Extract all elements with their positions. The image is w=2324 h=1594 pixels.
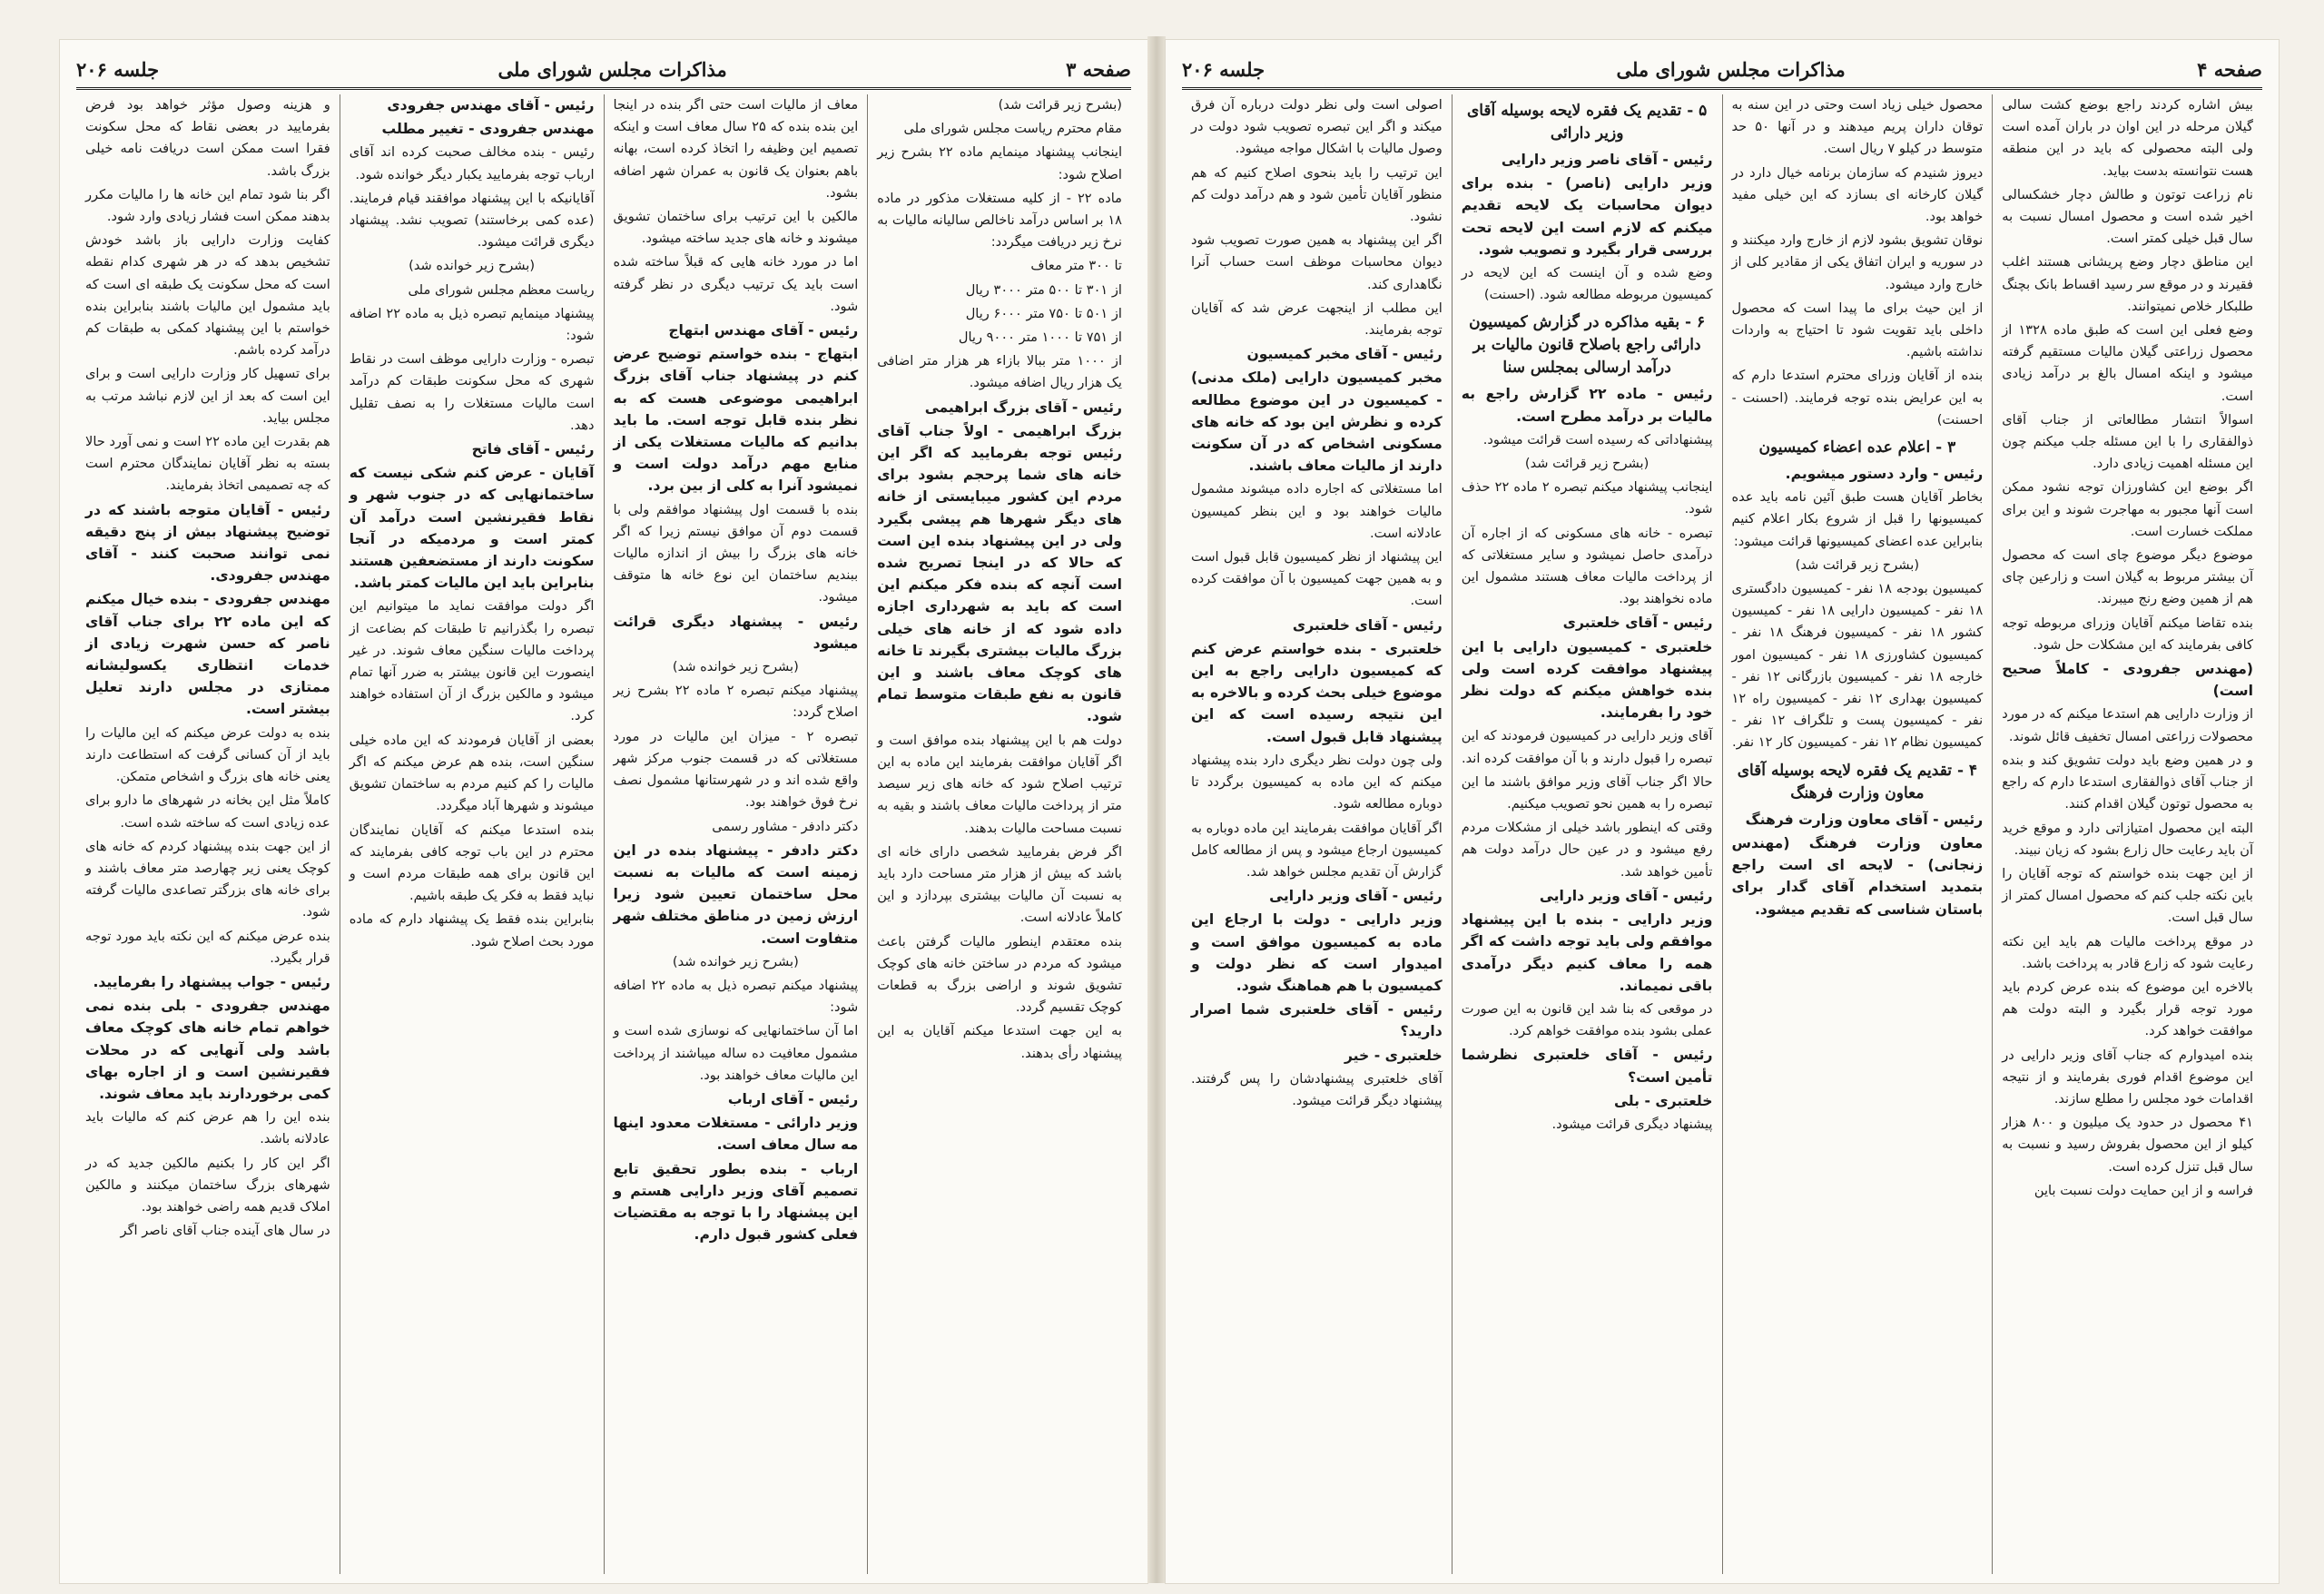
body-paragraph: از این حیث برای ما پیدا است که محصول داخلی باید تقویت شود تا احتیاج به واردات نداشته باشیم.	[1731, 300, 1984, 360]
procedural-note: (بشرح زیر خوانده شد)	[409, 258, 536, 274]
speaker-paragraph: رئیس - آقای بزرگ ابراهیمی	[924, 398, 1122, 416]
body-paragraph: مالکین با این ترتیب برای ساختمان تشویق میشوند و خانه های جدید ساخته میشود.	[613, 209, 859, 247]
speaker-paragraph: دکتر دادفر - پیشنهاد بنده در این زمینه است که مالیات به نسبت محل ساختمان تعیین شود زیرا ارزش زمین در مناطق مختلف شهر متفاوت است.	[613, 841, 859, 947]
body-paragraph: اما آن ساختمانهایی که نوسازی شده است و مشمول معافیت ده ساله میباشند از پرداخت این مالیات معاف خواهند بود.	[613, 1023, 859, 1083]
section-heading: ۳ - اعلام عده اعضاء کمیسیون	[1758, 438, 1956, 458]
body-paragraph: بالاخره این موضوع که بنده عرض کردم باید مورد توجه قرار بگیرد و البته دولت هم موافقت خواهد کرد.	[2002, 979, 2253, 1039]
body-paragraph: دکتر دادفر - مشاور رسمی	[712, 818, 859, 834]
body-paragraph: از ۳۰۱ تا ۵۰۰ متر ۳۰۰۰ ریال	[965, 281, 1122, 298]
body-paragraph: و در همین وضع باید دولت تشویق کند و بنده از جناب آقای ذوالفقاری استدعا دارم که راجع به محصول توتون گیلان اقدام کنند.	[2002, 752, 2253, 812]
body-paragraph: بنده معتقدم اینطور مالیات گرفتن باعث میشود که مردم در ساختن خانه های کوچک تشویق شوند و اراضی بزرگ به قطعات کوچک تقسیم گردد.	[877, 933, 1122, 1016]
body-paragraph: تبصره - خانه های مسکونی که از اجاره آن درآمدی حاصل نمیشود و سایر مستغلاتی که از پرداخت مالیات معاف هستند مشمول این ماده نخواهند بود.	[1461, 525, 1713, 607]
body-paragraph: بخاطر آقایان هست طبق آئین نامه باید عده کمیسیونها را قبل از شروع بکار اعلام کنیم بنابراین عده اعضای کمیسیونها قرائت میشود:	[1731, 489, 1984, 549]
body-paragraph: پیشنهاد میکنم تبصره ذیل به ماده ۲۲ اضافه شود:	[613, 977, 859, 1016]
body-paragraph: فراسه و از این حمایت دولت نسبت باین	[2034, 1182, 2253, 1198]
body-paragraph: پیشنهاد مینمایم تبصره ذیل به ماده ۲۲ اضافه شود:	[349, 305, 595, 344]
body-paragraph: بنده این را هم عرض کنم که مالیات باید عادلانه باشد.	[85, 1109, 330, 1147]
right-page-number: صفحه ۴	[2197, 57, 2262, 81]
text-column	[1452, 94, 1722, 1574]
body-paragraph: از وزارت دارایی هم استدعا میکنم که در مورد محصولات زراعتی امسال تخفیف قائل شوند.	[2002, 706, 2253, 744]
body-paragraph: و هزینه وصول مؤثر خواهد بود فرض بفرمایید در بعضی نقاط که محل سکونت فقرا است ممکن است دریافت نامه خیلی بزرگ باشد.	[85, 97, 330, 179]
body-paragraph: اگر بنا شود تمام این خانه ها را مالیات مکرر بدهند ممکن است فشار زیادی وارد شود.	[85, 186, 330, 225]
section-heading: ۴ - تقدیم یک فقره لایحه بوسیله آقای معاون وزارت فرهنگ	[1737, 761, 1978, 802]
body-paragraph: نوقان تشویق بشود لازم از خارج وارد میکنند و در سوریه و ایران اتفاق یکی از مقادیر کلی از خارج وارد میشود.	[1731, 232, 1984, 292]
body-paragraph: دولت هم با این پیشنهاد بنده موافق است و اگر آقایان موافقت بفرمایند این ماده به این ترتیب اصلاح شود که خانه های زیر سیصد متر از پرداخت مالیات معاف باشند و بقیه به نسبت مساحت مالیات بدهند.	[877, 732, 1122, 836]
speaker-paragraph: معاون وزارت فرهنگ (مهندس زنجانی) - لایحه ای است راجع بتمدید استخدام آقای گدار برای باستان شناسی که تقدیم میشود.	[1731, 834, 1984, 918]
body-paragraph: ماده ۲۲ - از کلیه مستغلات مذکور در ماده ۱۸ بر اساس درآمد ناخالص سالیانه مالیات به نرخ زیر دریافت میگردد:	[877, 190, 1122, 251]
speaker-paragraph: رئیس - آقای فاتح	[471, 441, 595, 458]
body-paragraph: این مطلب از اینجهت عرض شد که آقایان توجه بفرمایند.	[1191, 300, 1443, 339]
body-paragraph: مقام محترم ریاست مجلس شورای ملی	[903, 121, 1122, 137]
body-paragraph: اگر دولت موافقت نماید ما میتوانیم این تبصره را بگذرانیم تا طبقات کم بضاعت از پرداخت مالیات سنگین معاف شوند. در غیر اینصورت این قانون بیشتر به ضرر آنها تمام میشود و مالکین بزرگ از آن استفاده خواهند کرد.	[349, 598, 595, 724]
body-paragraph: تبصره - وزارت دارایی موظف است در نقاط شهری که محل سکونت طبقات کم درآمد است مالیات مستغلات را به نصف تقلیل دهد.	[349, 351, 595, 433]
body-paragraph: اگر این کار را بکنیم مالکین جدید که در شهرهای بزرگ ساختمان میکنند و مالکین املاک قدیم همه راضی خواهند بود.	[85, 1155, 330, 1215]
body-paragraph: ۴۱ محصول در حدود یک میلیون و ۸۰۰ هزار کیلو از این محصول بفروش رسید و نسبت به سال قبل تنزل کرده است.	[2002, 1115, 2253, 1175]
body-paragraph: اینجانب پیشنهاد مینمایم ماده ۲۲ بشرح زیر اصلاح شود:	[877, 144, 1122, 182]
right-page-session: جلسه ۲۰۶	[1182, 57, 1265, 81]
body-paragraph: پیشنهاداتی که رسیده است قرائت میشود.	[1482, 431, 1713, 448]
text-column	[76, 94, 340, 1574]
body-paragraph: وضع فعلی این است که طبق ماده ۱۳۲۸ از محصول زراعتی گیلان مالیات مستقیم گرفته میشود و اینکه امسال بالغ بر درآمد زیادی است.	[2002, 322, 2253, 404]
right-page-title: مذاکرات مجلس شورای ملی	[1616, 57, 1846, 81]
body-paragraph: بنده امیدوارم که جناب آقای وزیر دارایی در این موضوع اقدام فوری بفرمایند و از نتیجه اقدامات خود مجلس را مطلع سازند.	[2002, 1047, 2253, 1107]
speaker-paragraph: رئیس - آقایان متوجه باشند که در توضیح پیشنهاد بیش از پنج دقیقه نمی توانند صحبت کنند - آقای مهندس جفرودی.	[85, 501, 330, 585]
body-paragraph: به این جهت استدعا میکنم آقایان به این پیشنهاد رأی بدهند.	[877, 1023, 1122, 1061]
body-paragraph: بنده استدعا میکنم که آقایان نمایندگان محترم در این باب توجه کافی بفرمایند که این قانون برای همه طبقات مردم است و نباید فقط به فکر یک طبقه باشیم.	[349, 822, 595, 904]
section-heading: ۶ - بقیه مذاکره در گزارش کمیسیون دارائی راجع باصلاح قانون مالیات بر درآمد ارسالی بمجلس سنا	[1469, 313, 1706, 378]
body-paragraph: ولی چون دولت نظر دیگری دارد بنده پیشنهاد میکنم که این ماده به کمیسیون برگردد تا دوباره مطالعه شود.	[1191, 752, 1443, 812]
body-paragraph: البته این محصول امتیازاتی دارد و موقع خرید آن باید رعایت حال زارع بشود که زیان نبیند.	[2002, 820, 2253, 858]
body-paragraph: از این جهت بنده پیشنهاد کردم که خانه های کوچک یعنی زیر چهارصد متر معاف باشند و برای خانه های بزرگتر تصاعدی مالیات گرفته شود.	[85, 838, 330, 920]
body-paragraph: کاملاً مثل این بخانه در شهرهای ما دارو برای عده زیادی است که ساخته شده است.	[85, 792, 330, 831]
speaker-paragraph: رئیس - آقای وزیر دارایی	[1539, 887, 1713, 904]
procedural-note: (بشرح زیر قرائت شد)	[1524, 456, 1649, 472]
speaker-paragraph: رئیس - آقای وزیر دارایی	[1269, 888, 1443, 905]
body-paragraph: وضع شده و آن اینست که این لایحه در کمیسیون مربوطه مطالعه شود. (احسنت)	[1461, 265, 1713, 303]
body-paragraph: اما مستغلاتی که اجاره داده میشوند مشمول مالیات خواهند بود و این بنظر کمیسیون عادلانه است.	[1191, 481, 1443, 541]
speaker-paragraph: رئیس - آقای معاون وزارت فرهنگ	[1745, 811, 1984, 828]
body-paragraph: اگر این پیشنهاد به همین صورت تصویب شود دیوان محاسبات موظف است حساب آنرا نگاهداری کند.	[1191, 232, 1443, 292]
text-column	[1992, 94, 2262, 1574]
body-paragraph: اصولی است ولی نظر دولت درباره آن فرق میکند و اگر این تبصره تصویب شود دولت در وصول مالیات با اشکال مواجه میشود.	[1191, 97, 1443, 157]
right-page	[1166, 40, 2279, 1583]
text-column	[1182, 94, 1452, 1574]
body-paragraph: ریاست معظم مجلس شورای ملی	[408, 281, 595, 298]
body-paragraph: از ۱۰۰۰ متر ببالا بازاء هر هزار متر اضافی یک هزار ریال اضافه میشود.	[877, 353, 1122, 391]
body-paragraph: این پیشنهاد از نظر کمیسیون قابل قبول است و به همین جهت کمیسیون با آن موافقت کرده است.	[1191, 549, 1443, 609]
text-column	[340, 94, 604, 1574]
body-paragraph: در سال های آینده جناب آقای ناصر اگر	[120, 1223, 330, 1239]
body-paragraph: بنده عرض میکنم که این نکته باید مورد توجه قرار بگیرد.	[85, 928, 330, 966]
body-paragraph: برای تسهیل کار وزارت دارایی است و برای این است که بعد از این لازم نباشد مرتب به مجلس بیاید.	[85, 366, 330, 426]
body-paragraph: از ۷۵۱ تا ۱۰۰۰ متر ۹۰۰۰ ریال	[958, 330, 1122, 346]
speaker-paragraph: رئیس - آقای مهندس جفرودی	[387, 97, 595, 113]
body-paragraph: اگر فرض بفرمایید شخصی دارای خانه ای باشد که بیش از هزار متر مساحت دارد باید به نسبت آن مالیات بیشتری بپردازد و این کاملاً عادلانه است.	[877, 843, 1122, 926]
speaker-paragraph: وزیر دارایی - بنده با این پیشنهاد موافقم ولی باید توجه داشت که اگر همه را معاف کنیم دیگر درآمدی باقی نمیماند.	[1461, 911, 1713, 994]
right-page-columns	[1182, 94, 2262, 1574]
left-page-columns	[76, 94, 1131, 1574]
body-paragraph: کمیسیون بودجه ۱۸ نفر - کمیسیون دادگستری ۱۸ نفر - کمیسیون دارایی ۱۸ نفر - کمیسیون کشور ۱۸ نفر - کمیسیون فرهنگ ۱۸ نفر - کمیسیون کشاورزی ۱۸ نفر - کمیسیون امور خارجه ۱۸ نفر - کمیسیون بازرگانی ۱۲ نفر - کمیسیون بهداری ۱۲ نفر - کمیسیون راه ۱۲ نفر - کمیسیون پست و تلگراف ۱۲ نفر - کمیسیون نظام ۱۲ نفر - کمیسیون کار ۱۲ نفر.	[1731, 581, 1984, 751]
speaker-paragraph: (مهندس جفرودی - کاملاً صحیح است)	[2002, 661, 2253, 700]
speaker-paragraph: خلعتبری - بلی	[1614, 1092, 1713, 1109]
speaker-paragraph: مخبر کمیسیون دارایی (ملک مدنی) - کمیسیون در این موضوع مطالعه کرده و نظرش این بود که خانه های مسکونی اشخاص که در آن سکونت دارند از مالیات معاف باشند.	[1191, 369, 1443, 475]
speaker-paragraph: رئیس - آقای خلعتبری	[1562, 615, 1713, 632]
body-paragraph: این ترتیب را باید بنحوی اصلاح کنیم که هم منظور آقایان تأمین شود و هم درآمد دولت کم نشود.	[1191, 164, 1443, 225]
speaker-paragraph: آقایان - عرض کنم شکی نیست که ساختمانهایی که در جنوب شهر و نقاط فقیرنشین است درآمد آن کمتر است و مردمیکه در آنجا سکونت دارند از مستضعفین هستند بنابراین باید این مالیات کمتر باشد.	[349, 465, 595, 592]
body-paragraph: معاف از مالیات است حتی اگر بنده در اینجا این بنده بنده که ۲۵ سال معاف است و اینکه تصمیم این وظیفه را اتخاذ کرده است، بهانه باهم بعنوان یک قانون به عمران شهر اضافه بشود.	[613, 97, 859, 201]
section-heading: ۵ - تقدیم یک فقره لایحه بوسیله آقای وزیر دارائی	[1466, 102, 1708, 143]
body-paragraph: اگر بوضع این کشاورزان توجه نشود ممکن است آنها مجبور به مهاجرت شوند و این برای مملکت خسارت است.	[2002, 479, 2253, 539]
procedural-note: (بشرح زیر خوانده شد)	[672, 953, 799, 969]
page-gutter	[1147, 36, 1166, 1583]
speaker-paragraph: رئیس - آقای خلعتبری نظرشما تأمین است؟	[1461, 1047, 1713, 1086]
left-page-title: مذاکرات مجلس شورای ملی	[497, 57, 727, 81]
speaker-paragraph: رئیس - آقای ناصر وزیر دارایی	[1501, 152, 1713, 168]
body-paragraph: حالا اگر جناب آقای وزیر موافق باشند ما این تبصره را به همین نحو تصویب میکنیم.	[1461, 773, 1713, 812]
speaker-paragraph: رئیس - جواب پیشنهاد را بفرمایید.	[93, 973, 330, 990]
body-paragraph: اما در مورد خانه هایی که قبلاً ساخته شده است باید یک ترتیب دیگری در نظر گرفته شود.	[613, 254, 859, 314]
speaker-paragraph: رئیس - آقای مخبر کمیسیون	[1246, 346, 1443, 363]
body-paragraph: بنده تقاضا میکنم آقایان وزرای مربوطه توجه کافی بفرمایند که این مشکلات حل شود.	[2002, 615, 2253, 653]
body-paragraph: موضوع دیگر موضوع چای است که محصول آن بیشتر مربوط به گیلان است و زارعین چای هم از همین وضع رنج میبرند.	[2002, 547, 2253, 607]
body-paragraph: دیروز شنیدم که سازمان برنامه خیال دارد در گیلان کارخانه ای بسازد که این خیلی مفید خواهد بود.	[1731, 164, 1984, 225]
speaker-paragraph: وزیر دارائی - مستغلات معدود اینها مه سال معاف است.	[613, 1115, 859, 1154]
speaker-paragraph: رئیس - آقای مهندس ابتهاج	[668, 322, 859, 339]
left-page	[60, 40, 1147, 1583]
body-paragraph: از این جهت بنده خواستم که توجه آقایان را باین نکته جلب کنم که محصول امسال کمتر از سال قبل است.	[2002, 865, 2253, 926]
speaker-paragraph: مهندس جفرودی - تغییر مطلب	[381, 121, 595, 138]
body-paragraph: پیشنهاد میکنم تبصره ۲ ماده ۲۲ بشرح زیر اصلاح گردد:	[613, 683, 859, 721]
speaker-paragraph: خلعتبری - بنده خواستم عرض کنم که کمیسیون دارایی راجع به این موضوع خیلی بحث کرده و بالاخره به این نتیجه رسیده است که این پیشنهاد قابل قبول است.	[1191, 640, 1443, 745]
speaker-paragraph: مهندس جفرودی - بلی بنده نمی خواهم تمام خانه های کوچک معاف باشد ولی آنهایی که در محلات فقیرنشین است و از اجاره بهای کمی برخوردارند باید معاف شوند.	[85, 998, 330, 1102]
right-page-header	[1182, 51, 2262, 90]
left-page-number: صفحه ۳	[1066, 57, 1131, 81]
body-paragraph: بیش اشاره کردند راجع بوضع کشت سالی گیلان مرحله در این اوان در باران آمده است ولی البته محصولی که باید در این منطقه هست نتوانسته بدست بیاید.	[2002, 97, 2253, 179]
speaker-paragraph: ارباب - بنده بطور تحقیق تابع تصمیم آقای وزیر دارایی هستم و این پیشنهاد را با توجه به مقتضیات فعلی کشور قبول دارم.	[613, 1160, 859, 1244]
body-paragraph: کفایت وزارت دارایی باز باشد خودش تشخیص بدهد که در هر شهری کدام نقطه است که محل سکونت یک طبقه ای است که باید مشمول این مالیات باشند بنابراین بنده خواستم با این پیشنهاد کمکی به طبقات کم درآمد کرده باشم.	[85, 232, 330, 359]
speaker-paragraph: رئیس - ماده ۲۲ گزارش راجع به مالیات بر درآمد مطرح است.	[1461, 386, 1713, 425]
body-paragraph: آقایانیکه با این پیشنهاد موافقند قیام فرمایند. (عده کمی برخاستند) تصویب نشد. پیشنهاد دیگری قرائت میشود.	[349, 190, 595, 251]
speaker-paragraph: رئیس - پیشنهاد دیگری قرائت میشود	[613, 613, 859, 652]
speaker-paragraph: رئیس - آقای ارباب	[727, 1090, 859, 1107]
text-column	[867, 94, 1131, 1574]
body-paragraph: اگر آقایان موافقت بفرمایند این ماده دوباره به کمیسیون ارجاع میشود و پس از مطالعه کامل گزارش آن تقدیم مجلس خواهد شد.	[1191, 820, 1443, 880]
speaker-paragraph: وزیر دارایی - دولت با ارجاع این ماده به کمیسیون موافق است و امیدوار است که نظر دولت و کمیسیون با هم هماهنگ شود.	[1191, 911, 1443, 994]
body-paragraph: آقای وزیر دارایی در کمیسیون فرمودند که این تبصره را قبول دارند و با آن موافقت کرده اند.	[1461, 728, 1713, 766]
speaker-paragraph: رئیس - وارد دستور میشویم.	[1785, 466, 1984, 483]
body-paragraph: تا ۳۰۰ متر معاف	[1030, 258, 1122, 274]
speaker-paragraph: بزرگ ابراهیمی - اولاً جناب آقای رئیس توجه بفرمایید که اگر این خانه های شما پرحجم بشود برای مردم این کشور میبایستی از خانه های دیگر شهرها هم پیشی بگیرد ولی در این پیشنهاد بنده این است که حالا که در اینجا تصریح شده است آنچه که بنده فکر میکنم این است که باید به شهرداری اجازه داده شود که از خانه های خیلی بزرگ مالیات بیشتری بگیرند تا خانه های کوچک معاف باشند و این قانون به نفع طبقات متوسط تمام شود.	[877, 422, 1122, 725]
procedural-note: (بشرح زیر قرائت شد)	[1795, 556, 1920, 573]
left-page-session: جلسه ۲۰۶	[76, 57, 160, 81]
body-paragraph: در موقع پرداخت مالیات هم باید این نکته رعایت شود که زارع قادر به پرداخت باشد.	[2002, 933, 2253, 971]
body-paragraph: بنده به دولت عرض میکنم که این مالیات را باید از آن کسانی گرفت که استطاعت دارند یعنی خانه های بزرگ و اشخاص متمکن.	[85, 724, 330, 785]
body-paragraph: هم بقدرت این ماده ۲۲ است و نمی آورد حالا بسته به نظر آقایان نمایندگان محترم است که چه تصمیمی اتخاذ بفرمایند.	[85, 434, 330, 494]
body-paragraph: آقای خلعتبری پیشنهادشان را پس گرفتند. پیشنهاد دیگر قرائت میشود.	[1191, 1070, 1443, 1108]
text-column	[1722, 94, 1993, 1574]
speaker-paragraph: رئیس - آقای خلعتبری شما اصرار دارید؟	[1191, 1001, 1443, 1040]
body-paragraph: تبصره ۲ - میزان این مالیات در مورد مستغلاتی که در قسمت جنوب مرکز شهر واقع شده اند و در شهرستانها مشمول نصف نرخ فوق خواهند بود.	[613, 728, 859, 811]
body-paragraph: وقتی که اینطور باشد خیلی از مشکلات مردم رفع میشود و در عین حال درآمد دولت هم تأمین خواهد شد.	[1461, 820, 1713, 880]
body-paragraph: نام زراعت توتون و طالش دچار خشکسالی اخیر شده است و محصول امسال نسبت به سال قبل خیلی کمتر است.	[2002, 186, 2253, 247]
left-page-header	[76, 51, 1131, 90]
body-paragraph: رئیس - بنده مخالف صحبت کرده اند آقای ارباب توجه بفرمایید یکبار دیگر خوانده شود.	[349, 144, 595, 182]
speaker-paragraph: خلعتبری - خیر	[1344, 1047, 1443, 1064]
body-paragraph: این مناطق دچار وضع پریشانی هستند اغلب فقیرند و در موقع سر رسید اقساط بانک بچنگ طلبکار خلاص نمیتوانند.	[2002, 254, 2253, 314]
speaker-paragraph: مهندس جفرودی - بنده خیال میکنم که این ماده ۲۲ برای جناب آقای ناصر که حسن شهرت زیادی از خدمات انتظاری یکسولیشانه ممتازی در مجلس دارند تعلیل بیشتر است.	[85, 591, 330, 718]
body-paragraph: محصول خیلی زیاد است وحتی در این سنه به توقان داران پریم میدهند و در آنها ۵۰ حد متوسط در کیلو ۷ ریال است.	[1731, 97, 1984, 157]
text-column	[604, 94, 868, 1574]
body-paragraph: بنده از آقایان وزرای محترم استدعا دارم که به این عرایض بنده توجه فرمایند. (احسنت - احسنت)	[1731, 368, 1984, 428]
speaker-paragraph: ابتهاج - بنده خواستم توضیح عرض کنم در پیشنهاد جناب آقای بزرگ ابراهیمی موضوعی هست که به نظر بنده قابل توجه است. ما باید بدانیم که مالیات مستغلات یکی از منابع مهم درآمد دولت است و نمیشود آنرا به کلی از بین برد.	[613, 346, 859, 495]
body-paragraph: بنابراین بنده فقط یک پیشنهاد دارم که ماده مورد بحث اصلاح شود.	[349, 911, 595, 950]
speaker-paragraph: رئیس - آقای خلعتبری	[1292, 616, 1443, 634]
body-paragraph: (بشرح زیر قرائت شد)	[998, 97, 1122, 113]
body-paragraph: بعضی از آقایان فرمودند که این ماده خیلی سنگین است، بنده هم عرض میکنم که اگر مالیات را کم کنیم مردم به ساختمان تشویق میشوند و شهرها آباد میگردد.	[349, 732, 595, 814]
procedural-note: (بشرح زیر خوانده شد)	[672, 659, 799, 675]
body-paragraph: پیشنهاد دیگری قرائت میشود.	[1551, 1116, 1713, 1132]
speaker-paragraph: وزیر دارایی (ناصر) - بنده برای دیوان محاسبات یک لایحه تقدیم میکنم که لازم است این لایحه تحت بررسی قرار بگیرد و تصویب شود.	[1461, 175, 1713, 258]
body-paragraph: بنده با قسمت اول پیشنهاد موافقم ولی با قسمت دوم آن موافق نیستم زیرا که اگر خانه های بزرگ را بیش از اندازه مالیات ببندیم ساختمان این نوع خانه ها متوقف میشود.	[613, 501, 859, 605]
speaker-paragraph: خلعتبری - کمیسیون دارایی با این پیشنهاد موافقت کرده است ولی بنده خواهش میکنم که دولت نظر خود را بفرمایند.	[1461, 638, 1713, 722]
body-paragraph: اسوالاً انتشار مطالعاتی از جناب آقای ذوالفقاری را با این مسئله جلب میکنم چون این مسئله اهمیت زیادی دارد.	[2002, 411, 2253, 472]
body-paragraph: از ۵۰۱ تا ۷۵۰ متر ۶۰۰۰ ریال	[965, 305, 1122, 321]
body-paragraph: اینجانب پیشنهاد میکنم تبصره ۲ ماده ۲۲ حذف شود.	[1461, 479, 1713, 517]
body-paragraph: در موقعی که بنا شد این قانون به این صورت عملی بشود بنده موافقت خواهم کرد.	[1461, 1000, 1713, 1039]
